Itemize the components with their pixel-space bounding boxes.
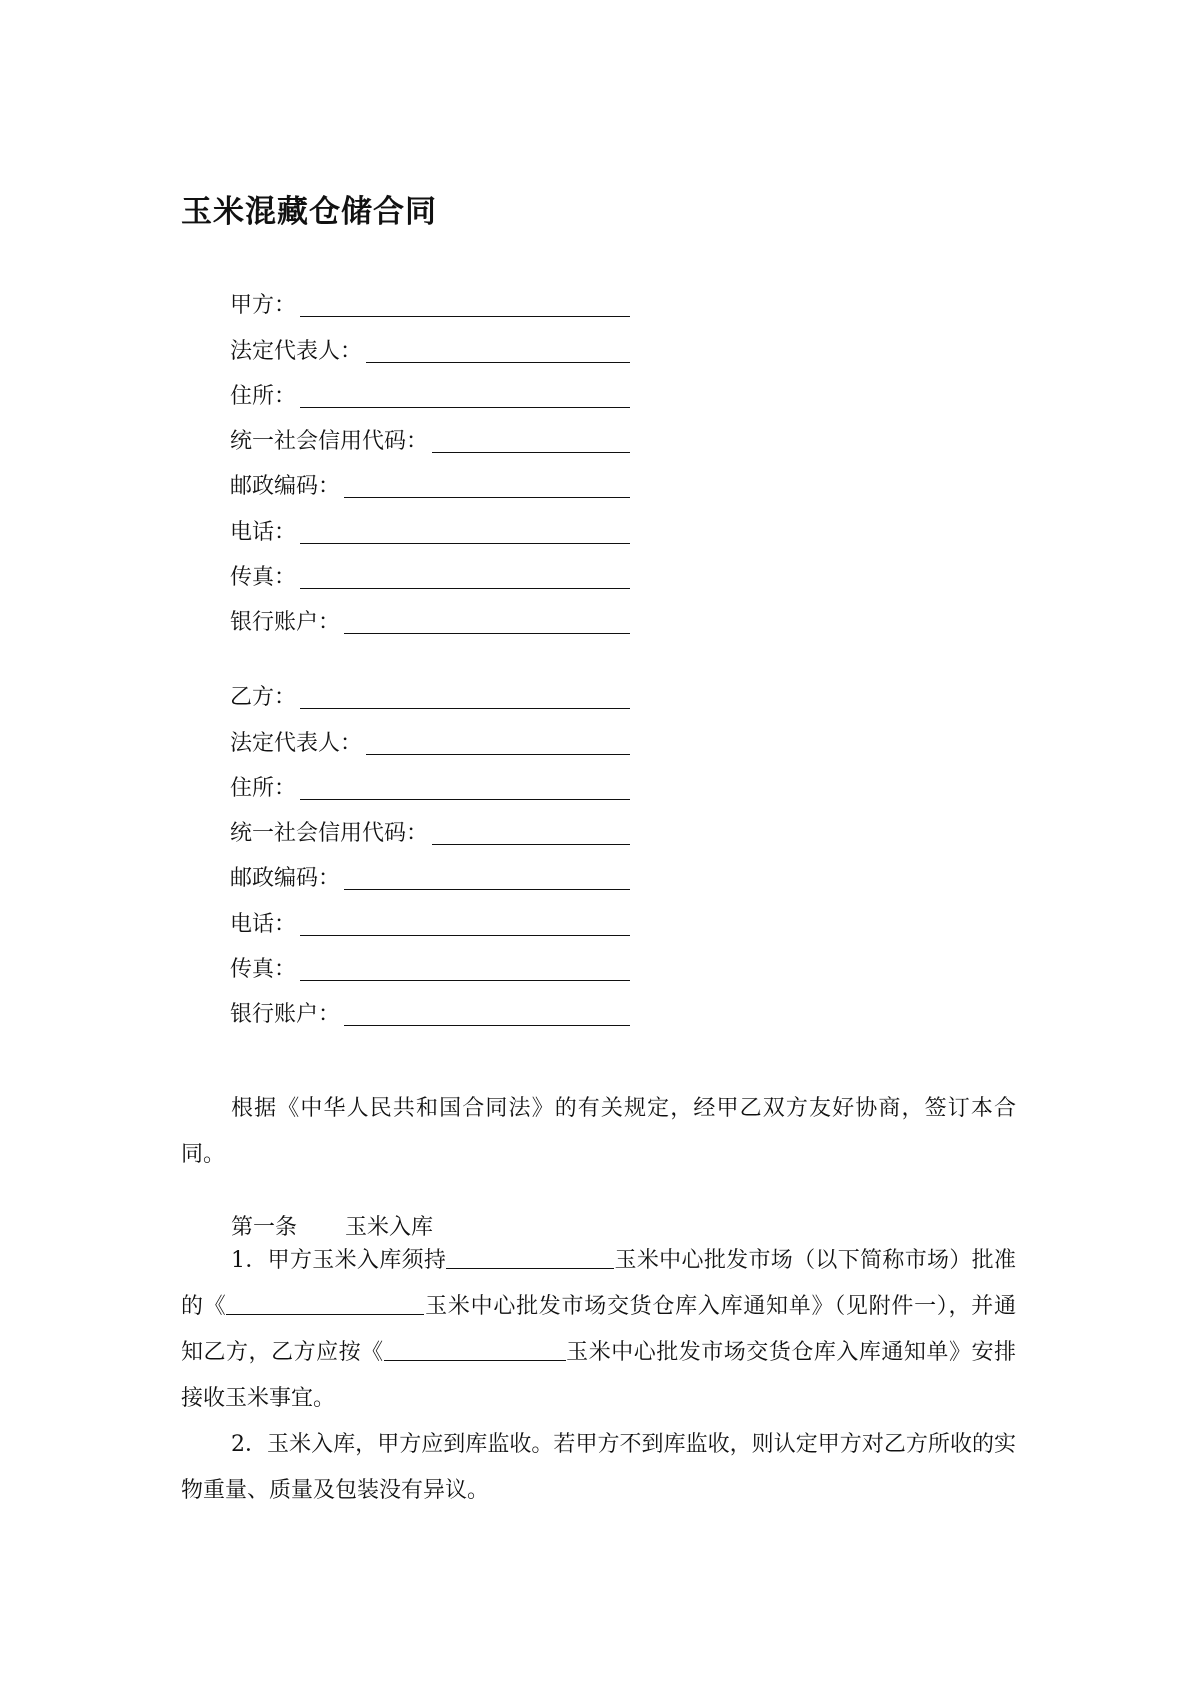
fill-in-blank[interactable]: [300, 956, 630, 981]
fill-in-blank[interactable]: [366, 730, 630, 755]
fill-in-blank[interactable]: [432, 820, 630, 845]
field-label: 住所：: [230, 775, 297, 801]
party-a-name-field: [230, 276, 630, 321]
field-label: 乙方：: [230, 685, 297, 711]
field-label: 电话：: [230, 911, 297, 937]
field-label: 银行账户：: [230, 1002, 341, 1028]
fill-in-blank[interactable]: [300, 775, 630, 800]
party-b-legal-rep-field: [230, 713, 630, 758]
party-a-block: [230, 276, 630, 638]
party-a-bank-account-field: [230, 593, 630, 638]
field-label: 邮政编码：: [230, 866, 341, 892]
fill-in-blank[interactable]: [300, 911, 630, 936]
intro-paragraph: 根据《中华人民共和国合同法》的有关规定，经甲乙双方友好协商，签订本合同。: [181, 1096, 1016, 1167]
party-b-phone-field: [230, 894, 630, 939]
fill-in-blank[interactable]: [344, 865, 630, 890]
party-a-postcode-field: [230, 457, 630, 502]
party-b-block: [230, 668, 630, 1030]
fill-in-blank[interactable]: [300, 292, 630, 317]
party-b-postcode-field: [230, 849, 630, 894]
field-label: 统一社会信用代码：: [230, 821, 429, 847]
fill-in-blank[interactable]: [432, 428, 630, 453]
party-b-fax-field: [230, 940, 630, 985]
party-b-name-field: [230, 668, 630, 713]
party-b-credit-code-field: [230, 804, 630, 849]
article-title: 玉米入库: [345, 1215, 434, 1240]
fill-in-blank[interactable]: [226, 1292, 424, 1315]
clause-text: 玉米中心批发市场交货仓库入库通知单》安排接收玉米事宜。: [181, 1340, 1016, 1411]
clause-text: 玉米中心批发市场（以下简称市场）批准的《: [181, 1248, 1016, 1319]
fill-in-blank[interactable]: [344, 609, 630, 634]
fill-in-blank[interactable]: [384, 1338, 566, 1361]
fill-in-blank[interactable]: [300, 383, 630, 408]
fill-in-blank[interactable]: [300, 564, 630, 589]
article-1-clause-2: 2．玉米入库，甲方应到库监收。若甲方不到库监收，则认定甲方对乙方所收的实物重量、质量及包装没有异议。: [181, 1432, 1016, 1503]
party-a-phone-field: [230, 502, 630, 547]
field-label: 住所：: [230, 383, 297, 409]
party-a-legal-rep-field: [230, 321, 630, 366]
fill-in-blank[interactable]: [300, 519, 630, 544]
field-label: 甲方：: [230, 293, 297, 319]
party-a-credit-code-field: [230, 412, 630, 457]
fill-in-blank[interactable]: [300, 684, 630, 709]
article-number: 第一条: [231, 1215, 298, 1240]
clause-text: 1．甲方玉米入库须持: [231, 1248, 447, 1273]
field-label: 邮政编码：: [230, 474, 341, 500]
party-a-fax-field: [230, 548, 630, 593]
field-label: 法定代表人：: [230, 730, 363, 756]
party-a-address-field: [230, 367, 630, 412]
fill-in-blank[interactable]: [366, 338, 630, 363]
fill-in-blank[interactable]: [344, 473, 630, 498]
clause-text: 玉米中心批发市场交货仓库入库通知单》（见附件一），并通知乙方，乙方应按《: [181, 1294, 1016, 1365]
fill-in-blank[interactable]: [344, 1001, 630, 1026]
field-label: 电话：: [230, 519, 297, 545]
party-b-address-field: [230, 759, 630, 804]
field-label: 法定代表人：: [230, 338, 363, 364]
field-label: 银行账户：: [230, 610, 341, 636]
field-label: 传真：: [230, 565, 297, 591]
article-1-clause-1: [181, 1238, 1016, 1422]
document-title: 玉米混藏仓储合同: [181, 194, 437, 230]
field-label: 传真：: [230, 957, 297, 983]
party-b-bank-account-field: [230, 985, 630, 1030]
field-label: 统一社会信用代码：: [230, 429, 429, 455]
fill-in-blank[interactable]: [446, 1246, 614, 1269]
